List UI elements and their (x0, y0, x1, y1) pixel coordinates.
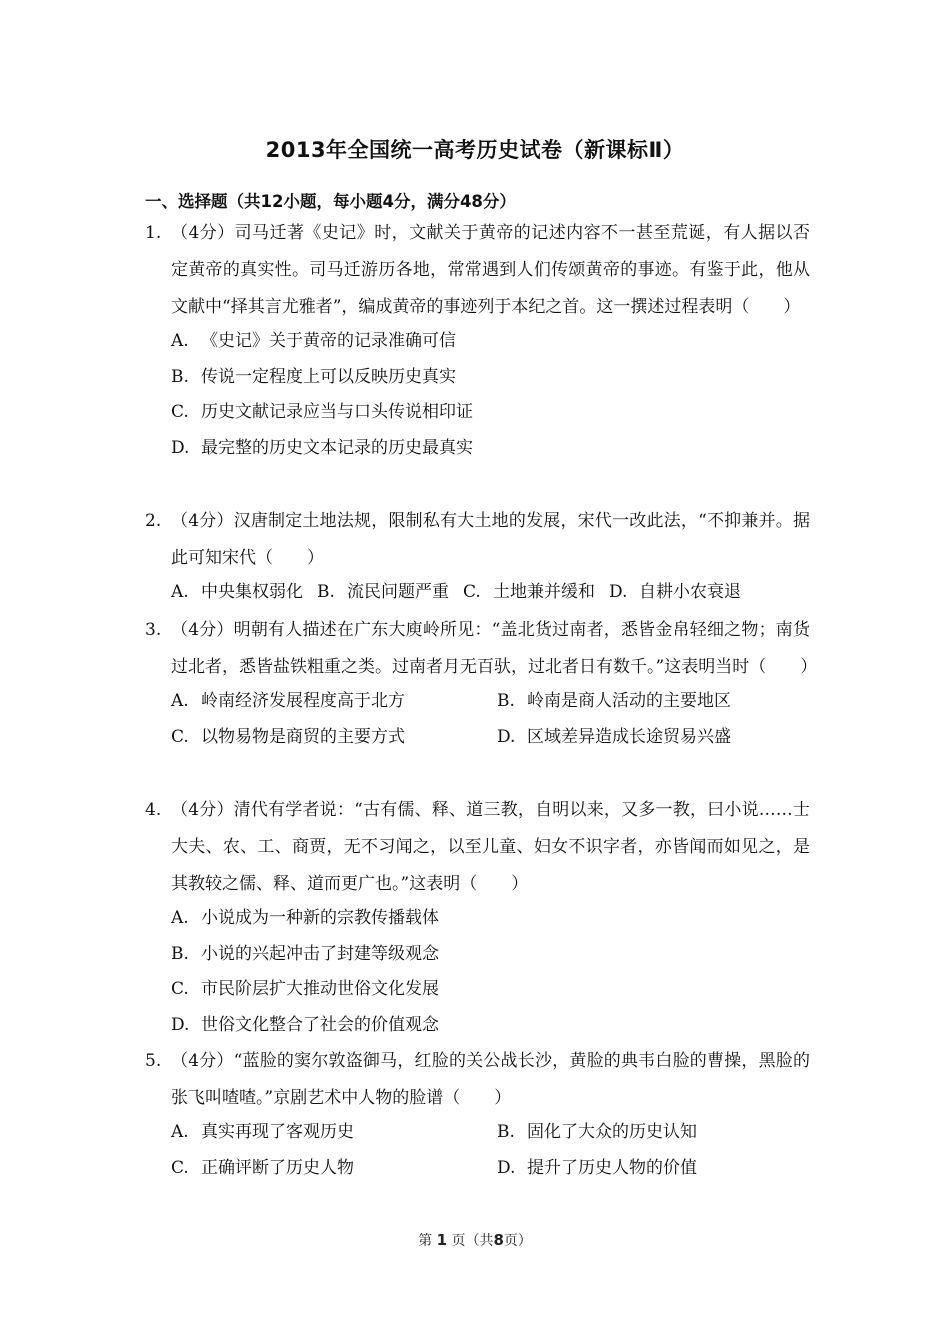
section-heading: 一、选择题（共12小题，每小题4分，满分48分） (145, 192, 516, 211)
question-5 (145, 1043, 810, 1186)
question-stem (145, 792, 810, 903)
option-c[interactable]: C. 正确评断了历史人物 (171, 1157, 354, 1178)
option-a[interactable]: A. 中央集权弱化 (171, 582, 303, 602)
option-d[interactable]: D. 世俗文化整合了社会的价值观念 (171, 1014, 439, 1035)
option-a[interactable]: A. 《史记》关于黄帝的记录准确可信 (171, 331, 456, 351)
question-number: 2. (145, 511, 162, 531)
question-4 (145, 792, 810, 1043)
page-footer: 第 1 页（共8页） (418, 1231, 532, 1249)
question-text: （4分）明朝有人描述在广东大庾岭所见：“盖北货过南者，悉皆金帛轻细之物；南货过北者，悉皆盐铁粗重之类。过南者月无百驮，过北者日有数千。”这表明当时（ ） (171, 620, 818, 677)
option-d[interactable]: D. 区域差异造成长途贸易兴盛 (497, 726, 731, 747)
option-c[interactable]: C. 市民阶层扩大推动世俗文化发展 (171, 979, 439, 999)
options-list (145, 901, 810, 1043)
question-stem (145, 1043, 810, 1117)
question-number: 4. (145, 800, 162, 820)
options-list (145, 1115, 810, 1186)
question-stem (145, 215, 810, 326)
option-d[interactable]: D. 最完整的历史文本记录的历史最真实 (171, 437, 473, 458)
option-a[interactable]: A. 真实再现了客观历史 (171, 1122, 354, 1142)
option-a[interactable]: A. 小说成为一种新的宗教传播载体 (171, 908, 439, 928)
option-c[interactable]: C. 土地兼并缓和 (463, 582, 595, 602)
options-list (145, 575, 810, 611)
question-2 (145, 503, 810, 611)
option-b[interactable]: B. 传说一定程度上可以反映历史真实 (171, 366, 456, 387)
question-1 (145, 215, 810, 466)
page-number: 1 (436, 1231, 447, 1249)
option-b[interactable]: B. 流民问题严重 (317, 582, 449, 602)
option-d[interactable]: D. 提升了历史人物的价值 (497, 1157, 697, 1178)
question-number: 1. (145, 223, 162, 243)
option-c[interactable]: C. 历史文献记录应当与口头传说相印证 (171, 402, 473, 422)
option-a[interactable]: A. 岭南经济发展程度高于北方 (171, 691, 405, 711)
page-title: 2013年全国统一高考历史试卷（新课标Ⅱ） (265, 138, 685, 162)
option-b[interactable]: B. 小说的兴起冲击了封建等级观念 (171, 943, 439, 964)
options-list (145, 324, 810, 466)
option-c[interactable]: C. 以物易物是商贸的主要方式 (171, 726, 405, 747)
option-d[interactable]: D. 自耕小农衰退 (609, 582, 741, 602)
question-text: （4分）司马迁著《史记》时，文献关于黄帝的记述内容不一甚至荒诞，有人据以否定黄帝的真实性。司马迁游历各地，常常遇到人们传颂黄帝的事迹。有鉴于此，他从文献中“择其言尤雅者”，编成黄帝的事迹列于本纪之首。这一撰述过程表明（ ） (171, 223, 810, 317)
question-stem (145, 612, 818, 686)
question-number: 5. (145, 1051, 162, 1071)
question-text: （4分）“蓝脸的窦尔敦盗御马，红脸的关公战长沙，黄脸的典韦白脸的曹操，黑脸的张飞叫喳喳。”京剧艺术中人物的脸谱（ ） (171, 1051, 810, 1108)
question-text: （4分）汉唐制定土地法规，限制私有大土地的发展，宋代一改此法，“不抑兼并。据此可知宋代（ ） (171, 511, 810, 568)
question-text: （4分）清代有学者说：“古有儒、释、道三教，自明以来，又多一教，曰小说……士大夫、农、工、商贾，无不习闻之，以至儿童、妇女不识字者，亦皆闻而如见之，是其教较之儒、释、道而更广也。”这表明（ ） (171, 800, 810, 894)
option-b[interactable]: B. 固化了大众的历史认知 (497, 1122, 697, 1142)
question-stem (145, 503, 810, 577)
option-b[interactable]: B. 岭南是商人活动的主要地区 (497, 691, 731, 711)
question-3 (145, 612, 818, 755)
options-list (145, 684, 810, 755)
page-total: 8 (493, 1231, 504, 1249)
question-number: 3. (145, 620, 162, 640)
